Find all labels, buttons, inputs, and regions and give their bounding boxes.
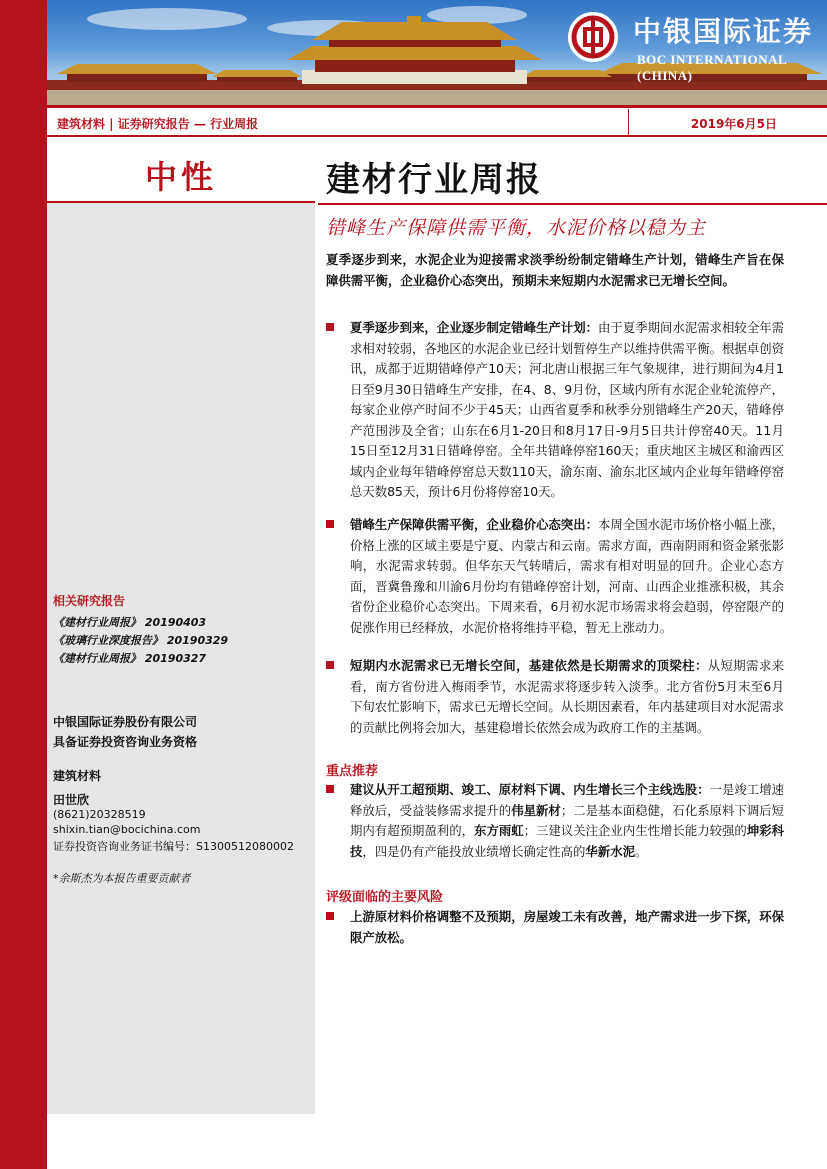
page-title: 建材行业周报 — [326, 160, 542, 200]
analyst-license: 证券投资咨询业务证书编号：S1300512080002 — [53, 840, 294, 853]
rating-label: 中性 — [144, 158, 217, 196]
analyst-phone: (8621)20328519 — [53, 808, 146, 821]
company-qualification: 具备证券投资咨询业务资格 — [53, 735, 198, 749]
related-report-item[interactable] — [53, 614, 206, 630]
header-divider — [628, 109, 629, 135]
analyst-email[interactable]: shixin.tian@bocichina.com — [53, 823, 201, 836]
bullet-detail: 由于夏季期间水泥需求相较全年需求相对较弱，各地区的水泥企业已经计划暂停生产以维持供需平衡。根据卓创资讯，成都于近期错峰停产10天；河北唐山根据三年气象规律，进行期间为4月1日至9月30日错峰生产安排，在4、8、9月份，区域内所有水泥企业轮流停产，每家企业停产时间不少于45天；山西省夏季和秋季分别错峰生产20天，错峰停产范围涉及全省；山东在6月1-20日和8月17日-9月5日共计停窑40天。11月15日至12月31日错峰停窑。全年共错峰停窑160天；重庆地区主城区和渝西区域内企业每年错峰停窑总天数110天，渝东南、渝东北区域内企业每年错峰停窑总天数85天，预计6月份将停窑10天。 — [350, 320, 785, 499]
summary-paragraph: 夏季逐步到来，水泥企业为迎接需求淡季纷纷制定错峰生产计划，错峰生产旨在保障供需平衡，企业稳价心态突出，预期未来短期内水泥需求已无增长空间。 — [326, 252, 784, 288]
bullet-square-icon — [326, 520, 334, 528]
bullet-square-icon — [326, 323, 334, 331]
stock-name: 坤彩科技 — [350, 823, 785, 859]
bullet-text — [350, 656, 784, 738]
bullet-text — [350, 318, 784, 503]
bullet-square-icon — [326, 785, 334, 793]
related-report-name: 《玻璃行业深度报告》 — [53, 634, 163, 647]
company-name: 中银国际证券股份有限公司 — [53, 715, 198, 729]
analyst-name: 田世欣 — [53, 793, 90, 807]
stock-name: 伟星新材 — [511, 802, 561, 818]
bullet-lead: 短期内水泥需求已无增长空间，基建依然是长期需求的顶梁柱： — [350, 658, 708, 673]
left-accent-bar — [0, 0, 47, 1169]
sidebar — [47, 140, 315, 1114]
related-report-date: 20190327 — [144, 652, 207, 665]
report-category: 建筑材料 | 证券研究报告 — 行业周报 — [57, 117, 259, 131]
bullet-square-icon — [326, 912, 334, 920]
related-report-date: 20190403 — [144, 616, 207, 629]
banner-rule — [47, 105, 827, 108]
related-report-date: 20190329 — [166, 634, 229, 647]
header-rule — [47, 135, 827, 137]
contributor-note: *余斯杰为本报告重要贡献者 — [53, 872, 191, 885]
stock-name: 东方雨虹 — [474, 823, 524, 838]
bullet-lead: 夏季逐步到来，企业逐步制定错峰生产计划： — [350, 320, 599, 335]
report-header — [47, 109, 827, 137]
bullet-detail: 从短期需求来看，南方省份进入梅雨季节，水泥需求将逐步转入淡季。北方省份5月末至6月下旬农忙影响下，需求已无增长空间。从长期因素看，年内基建项目对水泥需求的贡献比例将会加大，基建稳增长依然会成为政府工作的主基调。 — [350, 658, 785, 735]
bullet-detail: 本周全国水泥市场价格小幅上涨，价格上涨的区域主要是宁夏、内蒙古和云南。需求方面，西南阴雨和资金紧张影响，水泥需求转弱。但华东天气转晴后，需求有相对明显的回升。企业心态方面，晋冀鲁豫和川渝6月份均有错峰停窑计划，河南、山西企业推涨积极，其余省份企业稳价心态突出。下周来看，6月初水泥市场需求将会趋弱，停窑限产的促涨作用已经释放，水泥价格将维持平稳，暂无上涨动力。 — [350, 517, 785, 635]
title-rule — [318, 203, 827, 205]
brand-name-en: BOC INTERNATIONAL (CHINA) — [637, 52, 787, 83]
related-reports-title: 相关研究报告 — [53, 594, 126, 608]
recommend-text: 建议从开工超预期、竣工、原材料下调、内生增长三个主线选股：一是竣工增速释放后，受益装修需求提升的伟星新材；二是基本面稳健，石化系原料下调后短期内有超预期盈利的，东方雨虹；三建议关注企业内生性增长能力较强的坤彩科技，四是仍有产能投放业绩增长确定性高的华新水泥。 — [350, 782, 785, 859]
bullet-square-icon — [326, 661, 334, 669]
bullet-text — [350, 515, 784, 638]
header-banner — [47, 0, 827, 105]
rating-box — [47, 140, 315, 203]
stock-name: 华新水泥 — [585, 843, 635, 859]
related-report-item[interactable] — [53, 650, 206, 666]
related-report-name: 《建材行业周报》 — [53, 652, 141, 665]
sector-label: 建筑材料 — [53, 769, 102, 783]
page-subtitle: 错峰生产保障供需平衡，水泥价格以稳为主 — [326, 217, 707, 239]
boc-logo-icon — [568, 12, 618, 62]
risk-title: 评级面临的主要风险 — [326, 890, 444, 905]
related-report-item[interactable] — [53, 632, 228, 648]
brand-name-cn: 中银国际证券 — [633, 15, 814, 48]
recommend-title: 重点推荐 — [326, 764, 379, 779]
bullet-lead: 错峰生产保障供需平衡，企业稳价心态突出： — [350, 517, 599, 532]
report-date: 2019年6月5日 — [690, 117, 777, 131]
related-report-name: 《建材行业周报》 — [53, 616, 141, 629]
risk-text: 上游原材料价格调整不及预期，房屋竣工未有改善，地产需求进一步下探，环保限产放松。 — [350, 909, 784, 945]
